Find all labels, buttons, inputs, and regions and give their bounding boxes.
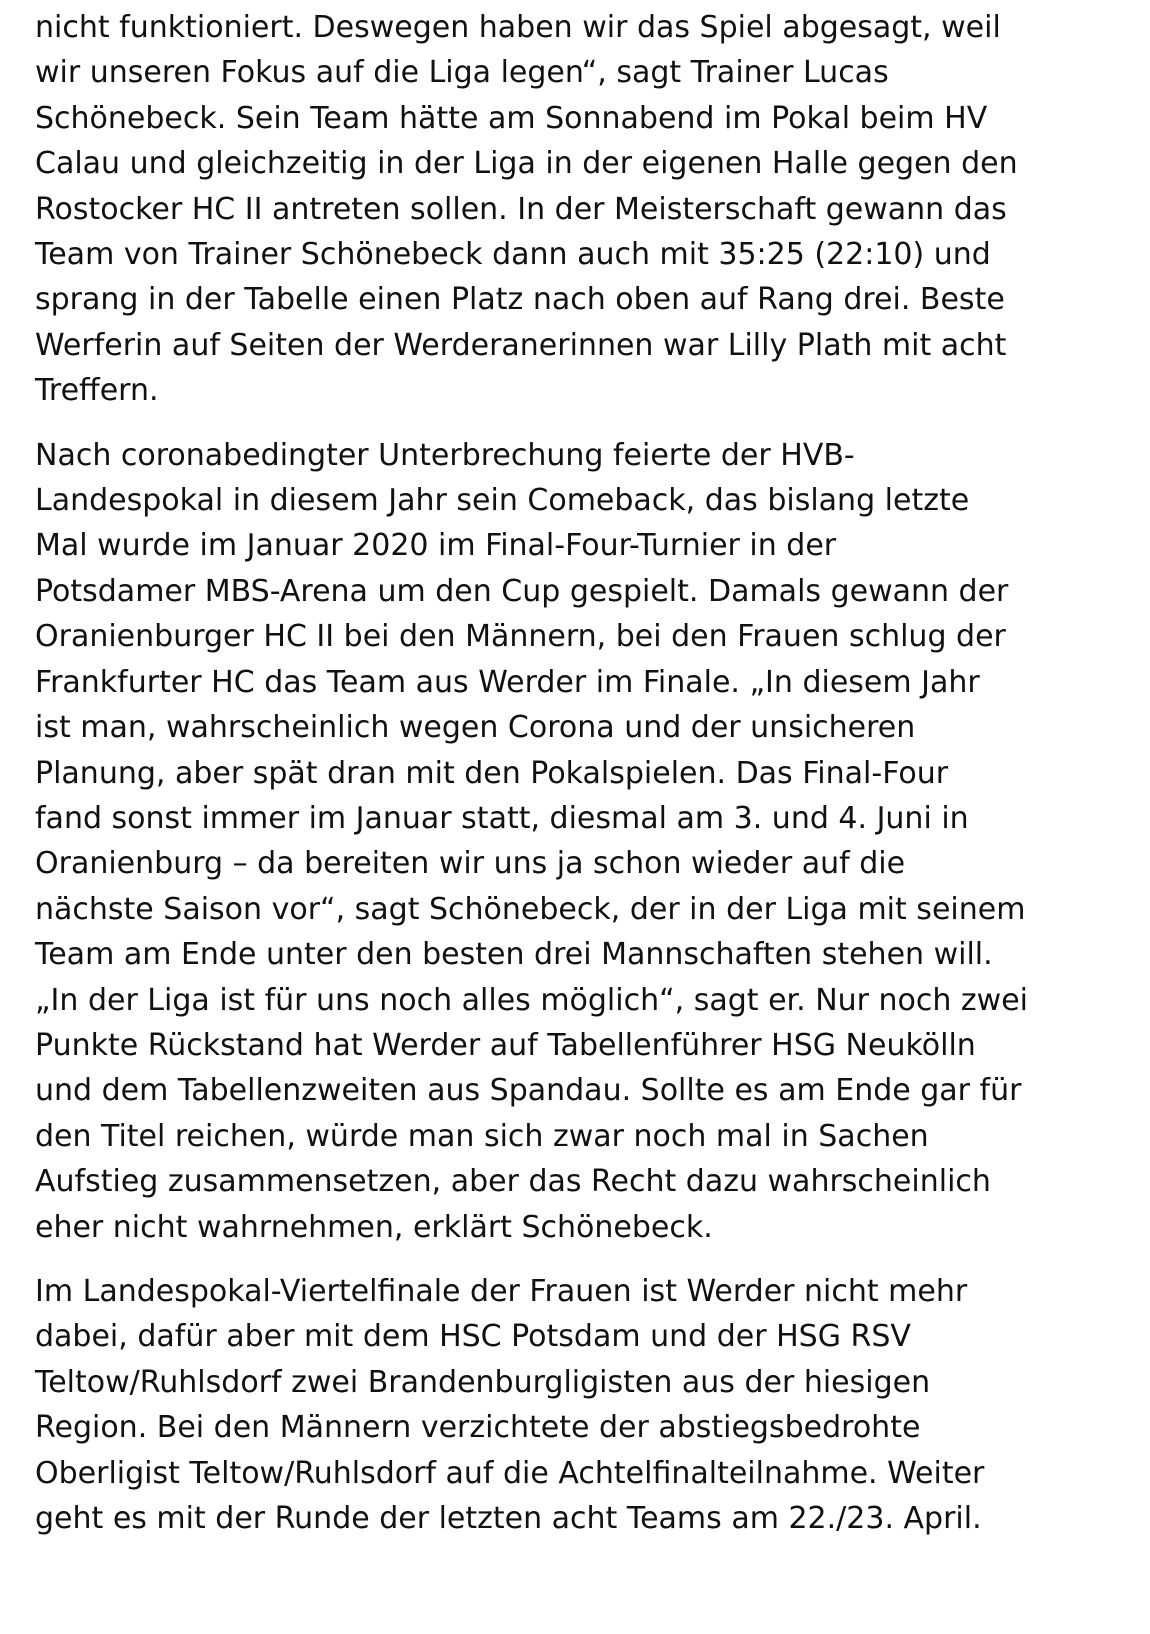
text-line: Landespokal in diesem Jahr sein Comeback, das bislang letzte — [35, 483, 970, 519]
text-line: „In der Liga ist für uns noch alles möglich“, sagt er. Nur noch zwei — [35, 982, 1029, 1018]
text-line: fand sonst immer im Januar statt, diesmal am 3. und 4. Juni in — [35, 800, 969, 836]
paragraph-1 — [35, 5, 1125, 414]
text-line: nicht funktioniert. Deswegen haben wir das Spiel abgesagt, weil — [35, 10, 1001, 45]
text-line: nächste Saison vor“, sagt Schönebeck, der in der Liga mit seinem — [35, 891, 1026, 927]
text-line: Rostocker HC II antreten sollen. In der Meisterschaft gewann das — [35, 191, 1007, 227]
text-line: Planung, aber spät dran mit den Pokalspielen. Das Final-Four — [35, 755, 949, 791]
text-line: und dem Tabellenzweiten aus Spandau. Sollte es am Ende gar für — [35, 1073, 1022, 1109]
text-line: Frankfurter HC das Team aus Werder im Finale. „In diesem Jahr — [35, 664, 980, 700]
text-line: Teltow/Ruhlsdorf zwei Brandenburgligisten aus der hiesigen — [35, 1364, 931, 1400]
text-line: Schönebeck. Sein Team hätte am Sonnabend im Pokal beim HV — [35, 100, 988, 136]
text-line: Potsdamer MBS-Arena um den Cup gespielt. Damals gewann der — [35, 573, 1009, 609]
text-line: Im Landespokal-Viertelfinale der Frauen ist Werder nicht mehr — [35, 1273, 968, 1309]
text-line: Mal wurde im Januar 2020 im Final-Four-Turnier in der — [35, 528, 837, 564]
text-line: sprang in der Tabelle einen Platz nach oben auf Rang drei. Beste — [35, 282, 1005, 318]
text-line: Punkte Rückstand hat Werder auf Tabellenführer HSG Neukölln — [35, 1027, 976, 1063]
text-line: wir unseren Fokus auf die Liga legen“, sagt Trainer Lucas — [35, 55, 889, 91]
paragraph-3 — [35, 1269, 1125, 1541]
text-line: dabei, dafür aber mit dem HSC Potsdam und der HSG RSV — [35, 1319, 911, 1355]
text-line: Oberligist Teltow/Ruhlsdorf auf die Achtelfinalteilnahme. Weiter — [35, 1455, 985, 1491]
text-line: Region. Bei den Männern verzichtete der abstiegsbedrohte — [35, 1410, 921, 1446]
text-line: Treffern. — [35, 373, 159, 409]
text-line: Nach coronabedingter Unterbrechung feierte der HVB- — [35, 437, 855, 473]
text-line: Werferin auf Seiten der Werderanerinnen war Lilly Plath mit acht — [35, 327, 1007, 363]
text-line: Team von Trainer Schönebeck dann auch mit 35:25 (22:10) und — [35, 237, 991, 273]
paragraph-2 — [35, 433, 1125, 1250]
text-line: Calau und gleichzeitig in der Liga in der eigenen Halle gegen den — [35, 146, 1018, 182]
article-body — [35, 5, 1125, 1541]
text-line: geht es mit der Runde der letzten acht Teams am 22./23. April. — [35, 1501, 982, 1536]
text-line: eher nicht wahrnehmen, erklärt Schönebeck. — [35, 1209, 713, 1245]
text-line: ist man, wahrscheinlich wegen Corona und der unsicheren — [35, 710, 916, 746]
text-line: den Titel reichen, würde man sich zwar noch mal in Sachen — [35, 1118, 929, 1154]
text-line: Team am Ende unter den besten drei Mannschaften stehen will. — [35, 937, 993, 973]
text-line: Oranienburger HC II bei den Männern, bei den Frauen schlug der — [35, 619, 1006, 655]
text-line: Oranienburg – da bereiten wir uns ja schon wieder auf die — [35, 846, 906, 882]
text-line: Aufstieg zusammensetzen, aber das Recht dazu wahrscheinlich — [35, 1164, 991, 1200]
